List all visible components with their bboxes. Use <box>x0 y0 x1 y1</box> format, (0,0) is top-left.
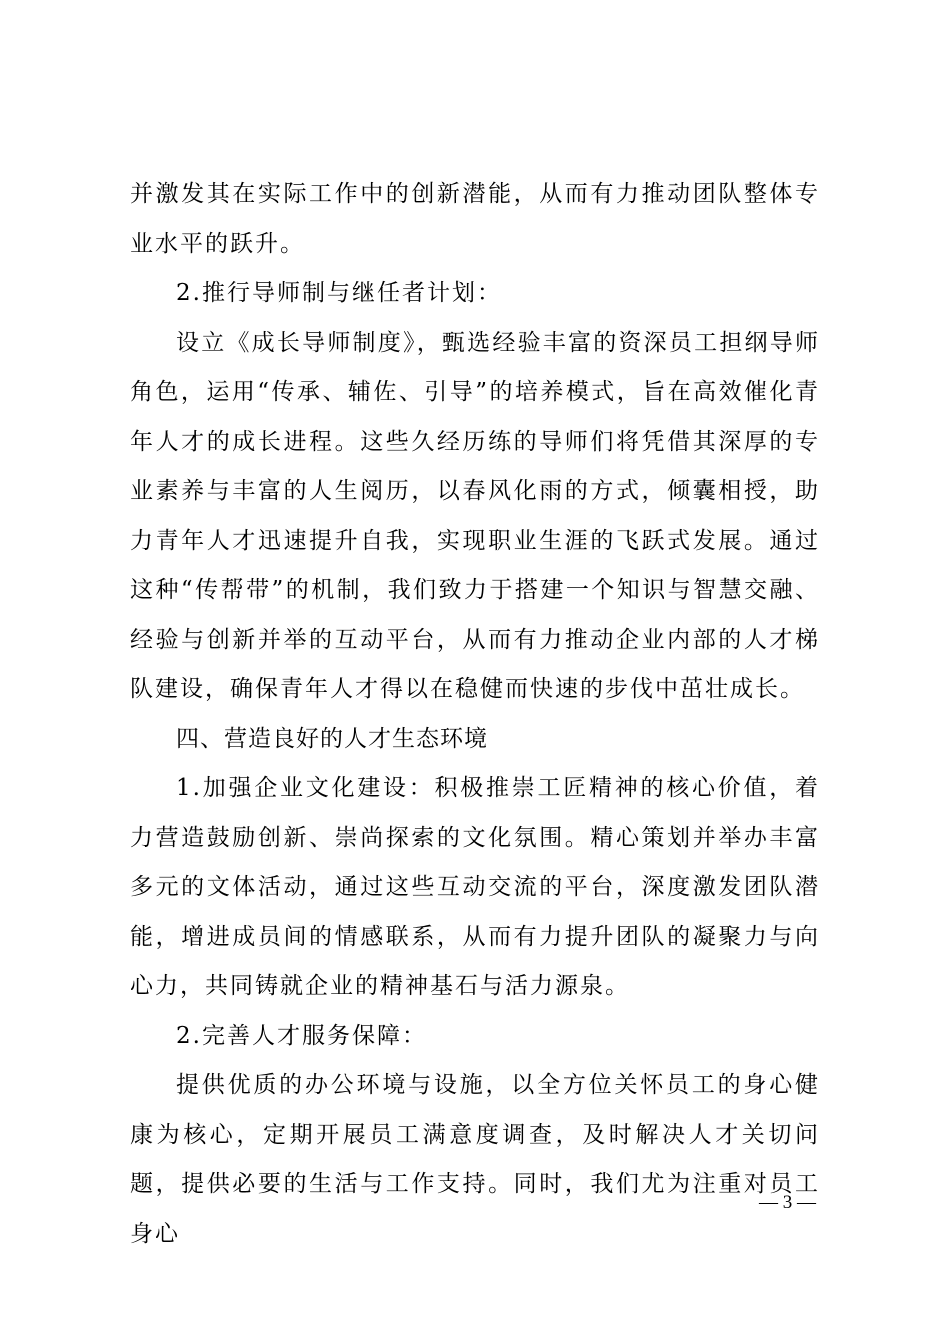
page-number: — 3 — <box>759 1192 816 1213</box>
paragraph-continuation: 并激发其在实际工作中的创新潜能，从而有力推动团队整体专业水平的跃升。 <box>130 181 820 257</box>
subheading-mentorship: 2.推行导师制与继任者计划： <box>176 280 502 306</box>
subheading-service-guarantee: 2.完善人才服务保障： <box>176 1022 427 1049</box>
document-body <box>130 170 820 1259</box>
paragraph-corporate-culture: 1.加强企业文化建设：积极推崇工匠精神的核心价值，着力营造鼓励创新、崇尚探索的文化氛围。精心策划并举办丰富多元的文体活动，通过这些互动交流的平台，深度激发团队潜能，增进成员间的情感联系，从而有力提升团队的凝聚力与向心力，共同铸就企业的精神基石与活力源泉。 <box>130 775 820 999</box>
paragraph-mentorship: 设立《成长导师制度》，甄选经验丰富的资深员工担纲导师角色，运用“传承、辅佐、引导”的培养模式，旨在高效催化青年人才的成长进程。这些久经历练的导师们将凭借其深厚的专业素养与丰富的人生阅历，以春风化雨的方式，倾囊相授，助力青年人才迅速提升自我，实现职业生涯的飞跃式发展。通过这种“传帮带”的机制，我们致力于搭建一个知识与智慧交融、经验与创新并举的互动平台，从而有力推动企业内部的人才梯队建设，确保青年人才得以在稳健而快速的步伐中茁壮成长。 <box>130 329 820 702</box>
section-heading-talent-ecosystem: 四、营造良好的人才生态环境 <box>176 725 488 752</box>
paragraph-service-guarantee: 提供优质的办公环境与设施，以全方位关怀员工的身心健康为核心，定期开展员工满意度调查，及时解决人才关切问题，提供必要的生活与工作支持。同时，我们尤为注重对员工身心 <box>130 1072 820 1247</box>
